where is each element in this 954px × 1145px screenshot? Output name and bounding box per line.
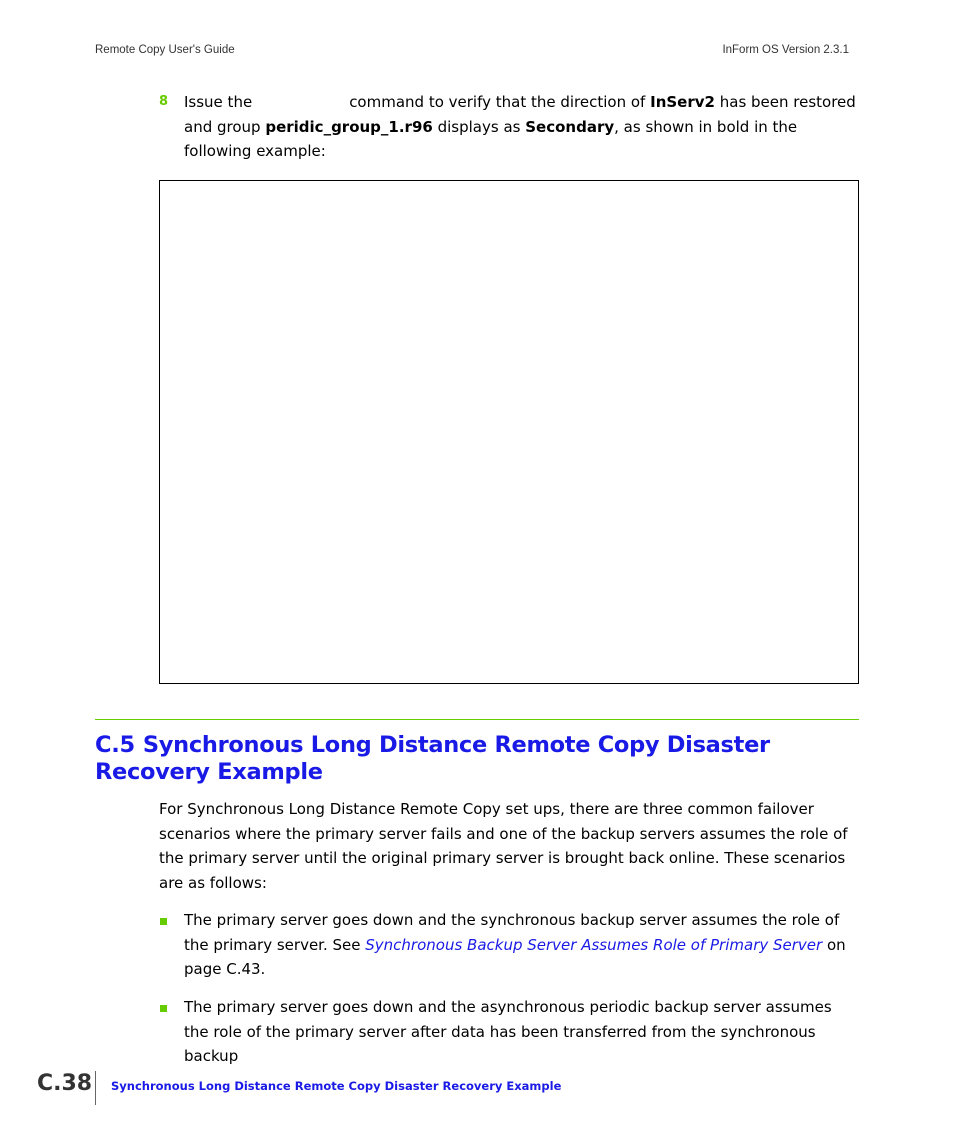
section-intro: For Synchronous Long Distance Remote Copy set ups, there are three common failover scenarios where the primary server fails and one of the backup servers assumes the role of the primary server until the original primary server is brought back online. These scenarios are as follows: bbox=[159, 800, 848, 892]
step-text-5: , as shown in bold in the following example: bbox=[184, 117, 798, 160]
step-text-1: Issue the bbox=[184, 93, 253, 111]
section-title: Synchronous Long Distance Remote Copy Disaster Recovery Example bbox=[95, 732, 770, 785]
running-header-right: InForm OS Version 2.3.1 bbox=[722, 44, 849, 56]
bullet-square-icon bbox=[160, 918, 167, 925]
step-number: 8 bbox=[159, 94, 169, 109]
procedure-step bbox=[159, 90, 859, 164]
bullet-text-after: on page C.43. bbox=[184, 935, 846, 978]
example-output-box bbox=[159, 180, 859, 684]
step-text-3: has been restored and group bbox=[184, 93, 856, 136]
bullet-square-icon bbox=[160, 1005, 167, 1012]
list-item-text bbox=[184, 908, 859, 982]
page-number: C.38 bbox=[37, 1071, 93, 1096]
cross-reference-link[interactable]: Synchronous Backup Server Assumes Role of Primary Server bbox=[365, 935, 823, 954]
step-text-4: displays as bbox=[437, 117, 521, 136]
step-text bbox=[184, 90, 859, 164]
running-header-left: Remote Copy User's Guide bbox=[95, 44, 235, 56]
step-text-2: command to verify that the direction of bbox=[349, 93, 646, 111]
footer-section-title: Synchronous Long Distance Remote Copy Disaster Recovery Example bbox=[111, 1079, 562, 1093]
section-divider bbox=[95, 719, 859, 720]
list-item bbox=[159, 908, 859, 982]
bullet-text-before: The primary server goes down and the synchronous backup server assumes the role of the primary server. See bbox=[184, 911, 840, 954]
footer-divider bbox=[95, 1071, 96, 1105]
role-name: Secondary bbox=[525, 117, 615, 136]
list-item-text: The primary server goes down and the asynchronous periodic backup server assumes the role of the primary server after data has been transferred from the synchronous backup bbox=[184, 998, 832, 1065]
section-heading bbox=[95, 732, 859, 786]
list-item bbox=[159, 995, 859, 1069]
section-number: C.5 bbox=[95, 732, 135, 758]
server-name: InServ2 bbox=[650, 93, 715, 111]
group-name: peridic_group_1.r96 bbox=[265, 117, 433, 136]
